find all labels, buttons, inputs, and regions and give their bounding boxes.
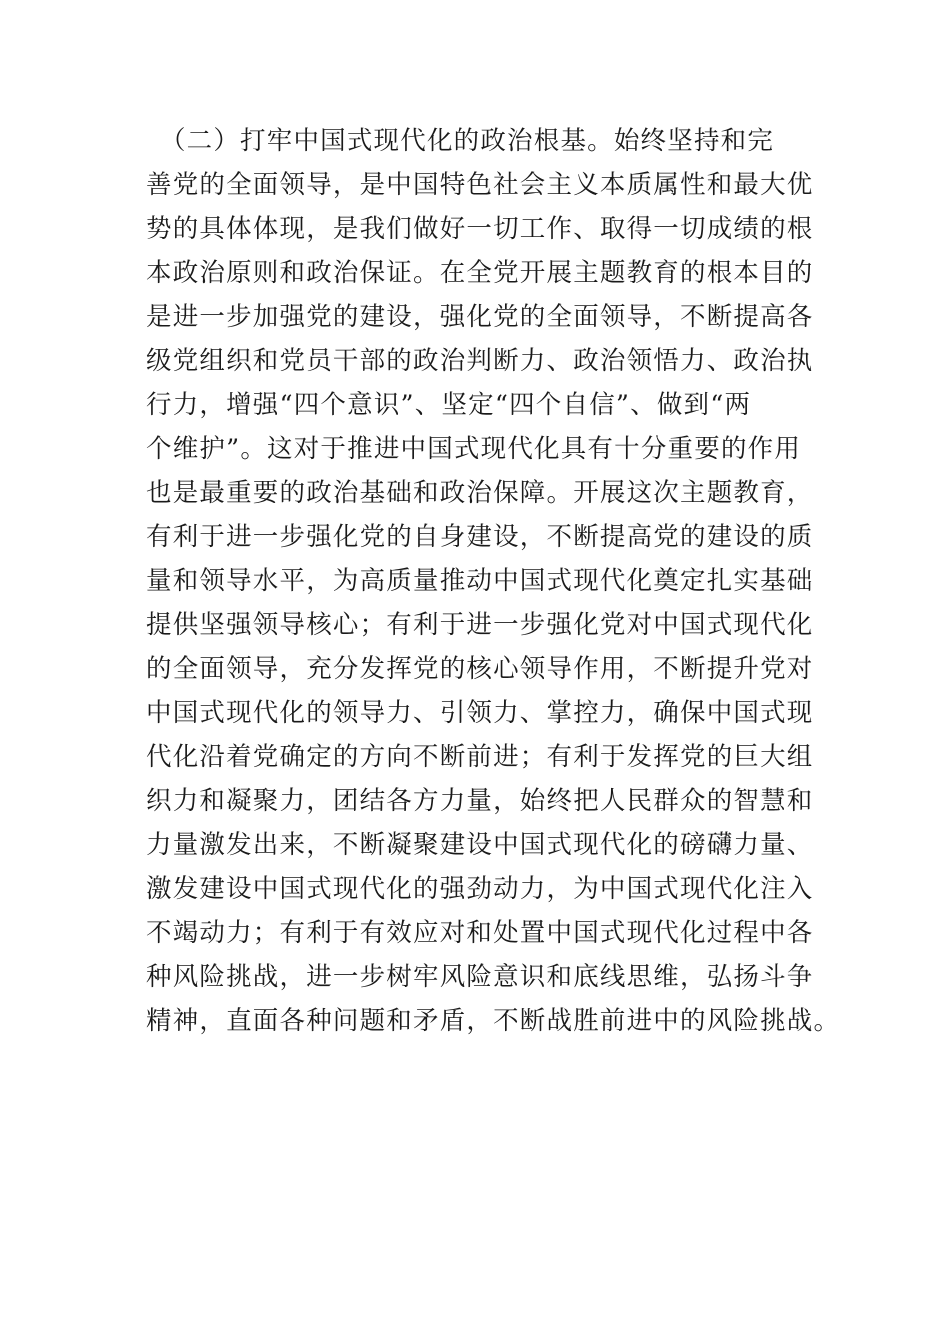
paragraph-line-16: 织力和凝聚力，团结各方力量，始终把人民群众的智慧和 (146, 786, 814, 816)
paragraph-line-13: 的全面领导，充分发挥党的核心领导作用，不断提升党对 (146, 654, 814, 684)
paragraph-line-19: 不竭动力；有利于有效应对和处置中国式现代化过程中各 (146, 918, 814, 948)
paragraph-line-21: 精神，直面各种问题和矛盾，不断战胜前进中的风险挑战。 (146, 1006, 841, 1036)
paragraph-line-20: 种风险挑战，进一步树牢风险意识和底线思维，弘扬斗争 (146, 962, 814, 992)
paragraph-line-11: 量和领导水平，为高质量推动中国式现代化奠定扎实基础 (146, 566, 814, 596)
body-paragraph (146, 119, 841, 1043)
paragraph-line-6: 级党组织和党员干部的政治判断力、政治领悟力、政治执 (146, 346, 814, 376)
paragraph-line-10: 有利于进一步强化党的自身建设，不断提高党的建设的质 (146, 522, 814, 552)
paragraph-line-14: 中国式现代化的领导力、引领力、掌控力，确保中国式现 (146, 698, 814, 728)
paragraph-line-15: 代化沿着党确定的方向不断前进；有利于发挥党的巨大组 (146, 742, 814, 772)
paragraph-line-9: 也是最重要的政治基础和政治保障。开展这次主题教育， (146, 478, 814, 508)
paragraph-line-3: 势的具体体现，是我们做好一切工作、取得一切成绩的根 (146, 214, 814, 244)
paragraph-line-5: 是进一步加强党的建设，强化党的全面领导，不断提高各 (146, 302, 814, 332)
paragraph-line-12: 提供坚强领导核心；有利于进一步强化党对中国式现代化 (146, 610, 814, 640)
paragraph-line-2: 善党的全面领导，是中国特色社会主义本质属性和最大优 (146, 170, 814, 200)
paragraph-line-8: 个维护”。这对于推进中国式现代化具有十分重要的作用 (146, 434, 802, 464)
paragraph-line-17: 力量激发出来，不断凝聚建设中国式现代化的磅礴力量、 (146, 830, 814, 860)
paragraph-line-4: 本政治原则和政治保证。在全党开展主题教育的根本目的 (146, 258, 814, 288)
paragraph-line-18: 激发建设中国式现代化的强劲动力，为中国式现代化注入 (146, 874, 814, 904)
paragraph-line-7: 行力，增强“四个意识”、坚定“四个自信”、做到“两 (146, 390, 752, 420)
paragraph-line-1: （二）打牢中国式现代化的政治根基。始终坚持和完 (146, 126, 775, 156)
